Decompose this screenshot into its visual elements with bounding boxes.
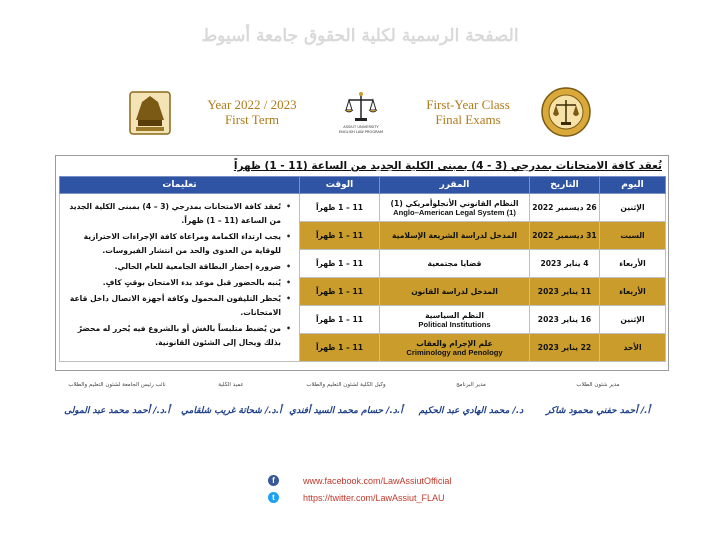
subject-cell: [380, 306, 530, 334]
twitter-icon: t: [268, 492, 279, 503]
date-cell: 16 يناير 2023: [530, 306, 600, 334]
exam-class-block: [418, 97, 518, 127]
instruction-item: • تُعقد كافة الامتحانات بمدرجي (3 – 4) بمبنى الكلية الجديد من الساعة (11 – 1) ظهراً.: [66, 200, 281, 228]
signature-dean: [181, 382, 281, 416]
signature-role: نائب رئيس الجامعة لشئون التعليم والطلاب: [68, 382, 166, 388]
instruction-item: • ضرورة إحضار البطاقة الجامعية للعام الحالي.: [66, 260, 281, 274]
logo-caption-line2: ENGLISH LAW PROGRAM: [338, 129, 384, 134]
facebook-icon: f: [268, 475, 279, 486]
subject-en: Anglo–American Legal System (1): [393, 207, 516, 217]
class-name: First-Year Class: [426, 97, 510, 112]
signature-vice-president: [55, 382, 179, 416]
date-cell: 31 ديسمبر 2022: [530, 222, 600, 250]
date-cell: 26 ديسمبر 2022: [530, 194, 600, 222]
facebook-row[interactable]: [268, 472, 451, 489]
logo-caption-line1: ASSIUT UNIVERSITY: [343, 124, 379, 129]
exam-schedule-table: [59, 176, 666, 362]
twitter-link[interactable]: https://twitter.com/LawAssiut_FLAU: [303, 492, 445, 503]
faculty-logo: [128, 90, 172, 136]
subject-ar: النظام القانوني الأنجلوأمريكي (1): [390, 198, 519, 208]
signature-name: أ.د./ شحاتة غريب شلقامي: [181, 406, 282, 416]
subject-en: Political Institutions: [418, 319, 491, 329]
table-header-row: [60, 177, 666, 194]
page-title: الصفحة الرسمية لكلية الحقوق جامعة أسيوط: [201, 26, 519, 46]
academic-year-block: [198, 97, 306, 127]
signature-student-affairs: [533, 382, 663, 416]
exam-type: Final Exams: [435, 112, 501, 127]
day-cell: الأحد: [600, 334, 666, 362]
subject-ar: علم الإجرام والعقاب: [416, 338, 493, 348]
signature-role: وكيل الكلية لشئون التعليم والطلاب: [306, 382, 386, 388]
academic-year: Year 2022 / 2023: [207, 97, 297, 112]
instructions-cell: [60, 194, 300, 362]
time-cell: 11 – 1 ظهراً: [300, 222, 380, 250]
time-cell: 11 – 1 ظهراً: [300, 278, 380, 306]
term: First Term: [224, 112, 280, 127]
subject-ar: قضايا مجتمعية: [427, 259, 482, 268]
subject-cell: [380, 250, 530, 278]
subject-en: Criminology and Penology: [406, 347, 503, 357]
col-header-time: الوقت: [300, 177, 380, 194]
instruction-item: • من يُضبط متلبساً بالغش أو بالشروع فيه يُحرر له محضرٌ بذلك ويحال إلى الشئون القانونية.: [66, 322, 281, 350]
date-cell: 4 يناير 2023: [530, 250, 600, 278]
exam-schedule-sheet: [55, 155, 669, 371]
day-cell: السبت: [600, 222, 666, 250]
col-header-day: اليوم: [600, 177, 666, 194]
subject-ar: النظم السياسية: [425, 310, 484, 320]
col-header-instructions: تعليمات: [60, 177, 300, 194]
day-cell: الأربعاء: [600, 278, 666, 306]
time-cell: 11 – 1 ظهراً: [300, 250, 380, 278]
instruction-item: • يُحظر التليفون المحمول وكافة أجهزة الاتصال داخل قاعة الامتحانات.: [66, 292, 281, 320]
schedule-caption: تُعقد كافة الامتحانات بمدرجي (3 - 4) بمبنى الكلية الجديد من الساعة (11 - 1) ظهراً: [233, 160, 662, 172]
col-header-date: التاريخ: [530, 177, 600, 194]
date-cell: 11 يناير 2023: [530, 278, 600, 306]
signature-name: أ./ أحمد حفني محمود شاكر: [545, 406, 651, 416]
signature-role: مدير البرنامج: [456, 382, 486, 388]
date-cell: 22 يناير 2023: [530, 334, 600, 362]
col-header-subject: المقرر: [380, 177, 530, 194]
signature-name: د./ محمد الهادي عبد الحكيم: [418, 406, 524, 416]
subject-cell: [380, 194, 530, 222]
subject-cell: [380, 278, 530, 306]
subject-cell: [380, 334, 530, 362]
facebook-link[interactable]: www.facebook.com/LawAssiutOfficial: [303, 475, 452, 486]
twitter-row[interactable]: [268, 489, 451, 506]
university-seal: [540, 86, 592, 138]
time-cell: 11 – 1 ظهراً: [300, 306, 380, 334]
instructions-list: [66, 200, 293, 350]
time-cell: 11 – 1 ظهراً: [300, 194, 380, 222]
day-cell: الأربعاء: [600, 250, 666, 278]
signature-program-director: [411, 382, 531, 416]
subject-ar: المدخل لدراسة الشريعة الإسلامية: [392, 231, 517, 240]
signature-name: أ.د./ حسام محمد السيد أفندي: [289, 406, 403, 416]
day-cell: الإثنين: [600, 306, 666, 334]
day-cell: الإثنين: [600, 194, 666, 222]
time-cell: 11 – 1 ظهراً: [300, 334, 380, 362]
signature-role: عميد الكلية: [218, 382, 244, 388]
instruction-item: • يُنبه بالحضور قبل موعد بدء الامتحان بوقتٍ كافٍ.: [66, 276, 281, 290]
english-law-program-logo: [336, 84, 386, 140]
table-row: [60, 194, 666, 222]
signature-role: مدير شئون الطلاب: [576, 382, 620, 388]
social-links: [268, 472, 451, 506]
instruction-item: • يجب ارتداء الكمامة ومراعاة كافة الإجراءات الاحترازية للوقاية من العدوى والحد من انتشار الفيروسات.: [66, 230, 281, 258]
signature-vice-dean: [281, 382, 411, 416]
subject-ar: المدخل لدراسة القانون: [411, 287, 498, 296]
signature-name: أ.د./ أحمد محمد عبد المولى: [64, 406, 170, 416]
subject-cell: [380, 222, 530, 250]
